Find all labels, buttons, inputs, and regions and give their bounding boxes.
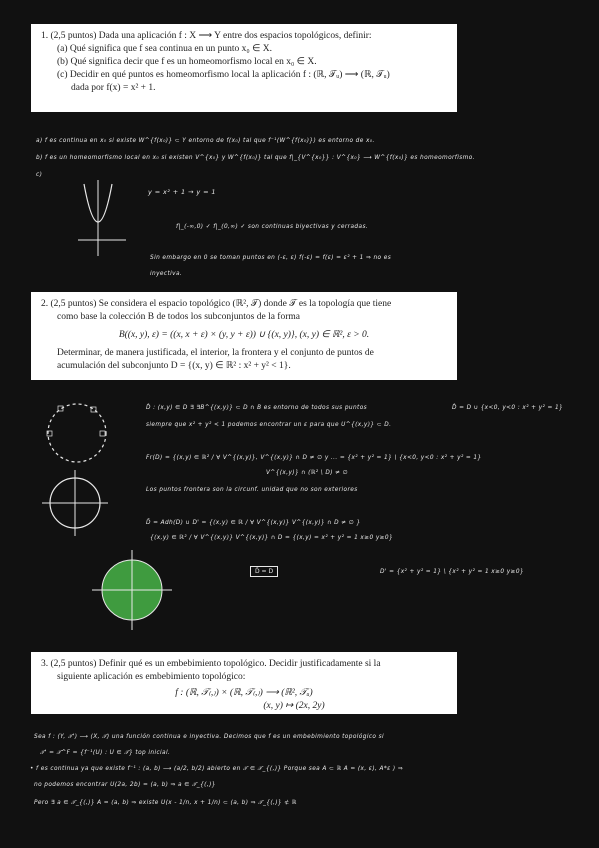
- note-q3-e3: • f es continua ya que existe f⁻¹ : (a, b) ⟶ (a/2, b/2) abierto en 𝒯 ∈ 𝒯_{(,)} Porque sea A ⊂ ℝ A = (x, ε), A*ε ) ⇒: [30, 766, 404, 772]
- note-q2-f1: Fr(D) = {(x,y) ∈ ℝ² / ∀ V^{(x,y)}, V^{(x,y)} ∩ D ≠ ∅ y ... = {x² + y² = 1} \ {x<0, y<0 : x² + y² = 1}: [146, 455, 482, 461]
- q3-formula2: (x, y) ↦ (2x, 2y): [263, 701, 325, 711]
- note-q2-a2: D̄ = Adh(D) ∪ D' = {(x,y) ∈ ℝ / ∀ V^{(x,y)} V^{(x,y)} ∩ D ≠ ∅ }: [146, 520, 361, 526]
- note-q2-f2: V^{(x,y)} ∩ (ℝ² \ D) ≠ ∅: [266, 470, 349, 476]
- circle-dashed-sketch: [42, 398, 112, 468]
- q1-part-b: (b) Qué significa decir que f es un homeomorfismo local en x₀ ∈ X.: [57, 57, 317, 67]
- q1-part-c-cont: dada por f(x) = x² + 1.: [71, 83, 156, 93]
- question-2: [31, 292, 457, 380]
- boxed-result: D̄ = D: [250, 566, 278, 577]
- note-q2-a3: {(x,y) ∈ ℝ² / ∀ V^{(x,y)} V^{(x,y)} ∩ D = {(x,y) = x² + y² = 1 x≥0 y≥0}: [150, 535, 394, 541]
- question-3: [31, 652, 457, 714]
- q3-formula1: f : (ℝ, 𝒯₍,₎) × (ℝ, 𝒯₍,₎) ⟶ (ℝ², 𝒯ᵤ): [175, 688, 313, 698]
- q3-line1: 3. (2,5 puntos) Definir qué es un embebimiento topológico. Decidir justificadamente si la: [41, 659, 381, 669]
- circle-axes-sketch: [40, 468, 110, 538]
- note-q3-e1: Sea f : (Y, 𝒯') ⟶ (X, 𝒯) una función continua e inyectiva. Decimos que f es un embebimiento topológico si: [34, 734, 385, 740]
- note-q3-e4: no podemos encontrar U(2a, 2b) = (a, b) ⇒ a ∈ 𝒯_{(,)}: [34, 782, 216, 788]
- note-q1-r3: inyectiva.: [150, 271, 183, 277]
- q3-line2: siguiente aplicación es embebimiento topológico:: [57, 672, 246, 682]
- note-q3-e5: Pero ∃ a ∈ 𝒯_{(,)} A = (a, b) ⇒ existe U(x - 1/n, x + 1/n) ⊂ (a, b) ⇒ 𝒯_{(,)} ⊄ ℝ: [34, 800, 297, 806]
- note-q1-a: a) f es continua en x₀ si existe W^{f(x₀)} ⊂ Y entorno de f(x₀) tal que f⁻¹(W^{f(x₀)}) es entorno de x₀.: [36, 138, 375, 144]
- note-q1-b: b) f es un homeomorfismo local en x₀ si existen V^{x₀} y W^{f(x₀)} tal que f|_{V^{x₀}} : V^{x₀} ⟶ W^{f(x₀)} es homeomorfismo.: [36, 155, 475, 161]
- q2-line1: 2. (2,5 puntos) Se considera el espacio topológico (ℝ², 𝒯) donde 𝒯 es la topología que tiene: [41, 299, 392, 309]
- q2-line2: como base la colección B de todos los subconjuntos de la forma: [57, 312, 300, 322]
- note-q3-e2: 𝒯' = 𝒯^F = {f⁻¹(U) : U ∈ 𝒯} top inicial.: [40, 750, 171, 756]
- note-q1-r1: f|_(-∞,0) ✓ f|_(0,∞) ✓ son continuas biyectivas y cerradas.: [176, 224, 369, 230]
- note-q2-d1: D̊ : (x,y) ∈ D ∃ ∃B^{(x,y)} ⊂ D ∩ B es entorno de todos sus puntos: [146, 405, 368, 411]
- filled-disk-sketch: [92, 550, 172, 630]
- q2-formula: B((x, y), ε) = ((x, x + ε) × (y, y + ε)) ∪ {(x, y)}, (x, y) ∈ ℝ², ε > 0.: [118, 330, 370, 340]
- note-q2-f3: Los puntos frontera son la circunf. unidad que no son exteriores: [146, 487, 358, 493]
- q1-part-c: (c) Decidir en qué puntos es homeomorfismo local la aplicación f : (ℝ, 𝒯ᵤ) ⟶ (ℝ, 𝒯ᵤ): [57, 70, 390, 80]
- note-q1-r2: Sin embargo en 0 se toman puntos en (-ε, ε) f(-ε) = f(ε) = ε² + 1 ⇒ no es: [150, 255, 392, 261]
- q1-part-a: (a) Qué significa que f sea continua en un punto x₀ ∈ X.: [57, 44, 272, 54]
- q2-line4: acumulación del subconjunto D = {(x, y) ∈ ℝ² : x² + y² < 1}.: [57, 361, 291, 371]
- note-q2-a4: D' = {x² + y² = 1} \ {x² + y² = 1 x≥0 y≥0}: [380, 569, 524, 575]
- note-q2-d2: siempre que x² + y² < 1 podemos encontrar un ε para que U^{(x,y)} ⊂ D.: [146, 422, 392, 428]
- note-q1-eq: y = x² + 1 → y = 1: [148, 188, 216, 196]
- q1-header: 1. (2,5 puntos) Dada una aplicación f : X ⟶ Y entre dos espacios topológicos, definir:: [41, 31, 372, 41]
- note-q2-d1r: D̊ = D ∪ {x<0, y<0 : x² + y² = 1}: [452, 405, 564, 411]
- note-q1-c: c): [36, 172, 43, 178]
- question-1: [31, 24, 457, 112]
- q2-line3: Determinar, de manera justificada, el interior, la frontera y el conjunto de puntos de: [57, 348, 374, 358]
- parabola-sketch: [78, 180, 128, 260]
